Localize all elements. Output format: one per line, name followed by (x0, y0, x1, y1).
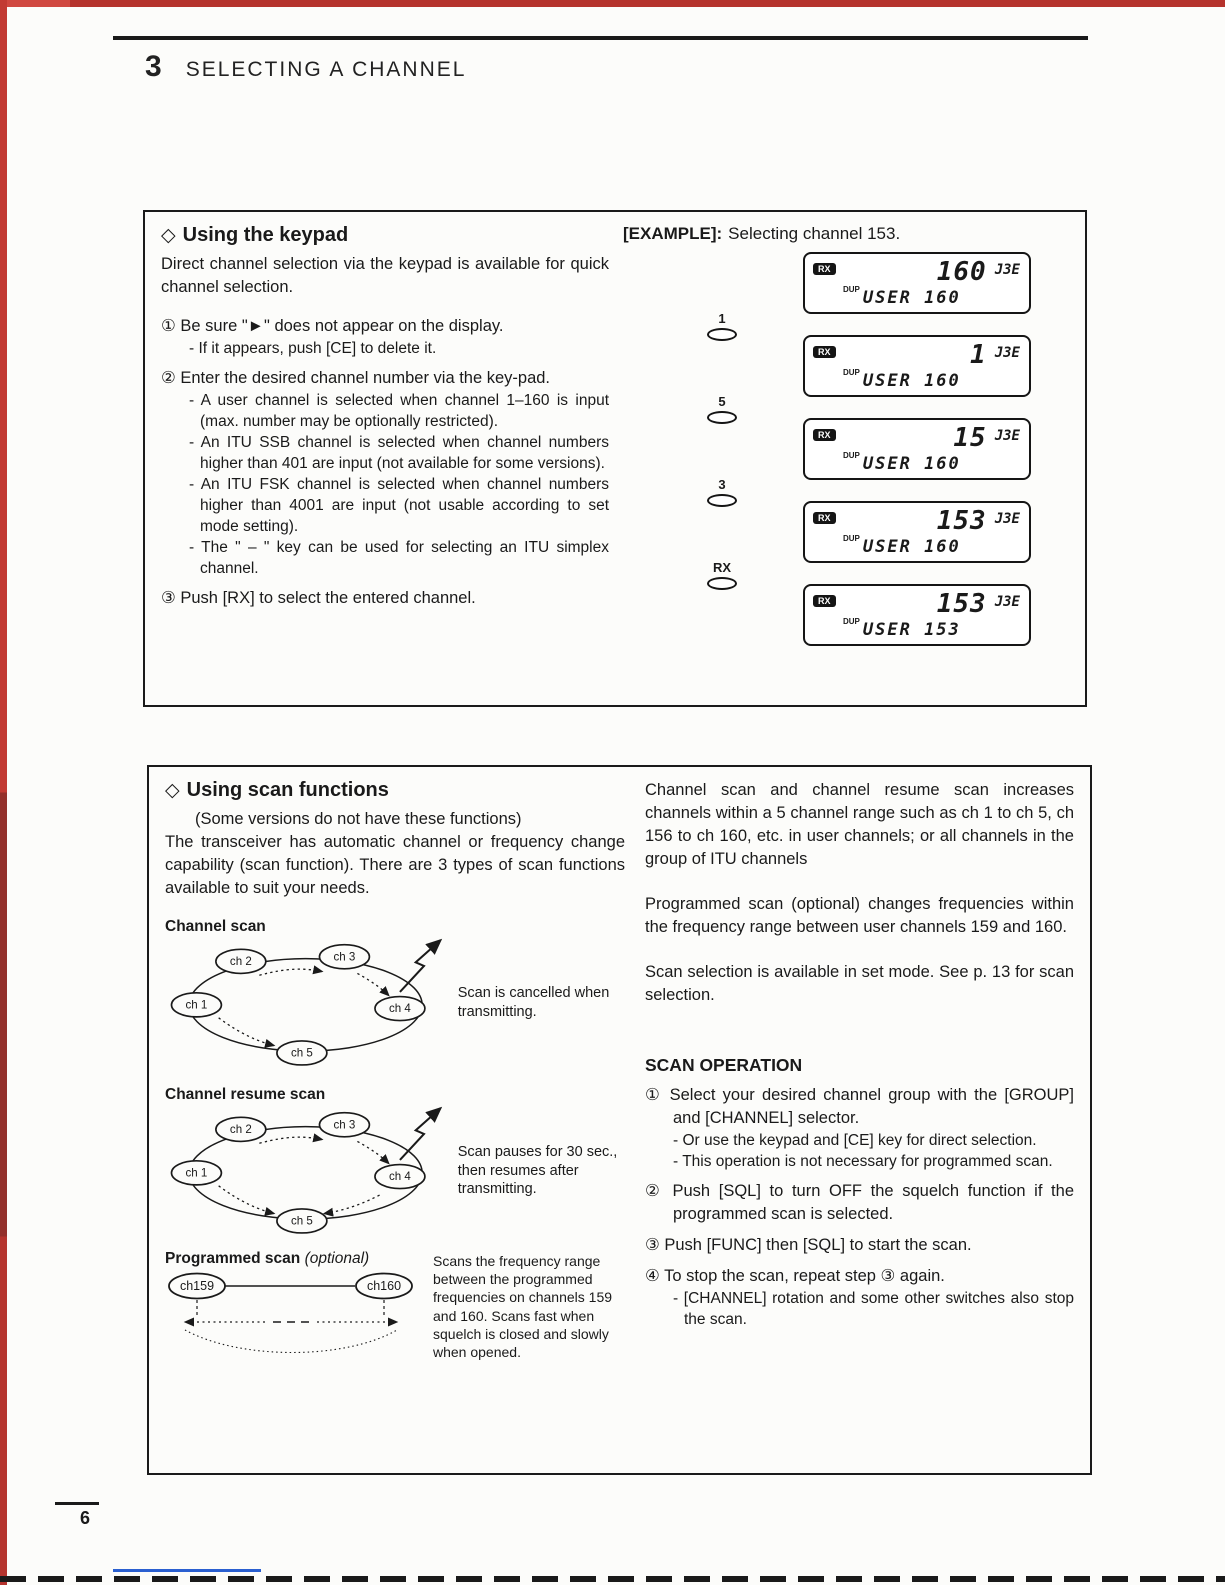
channel-oval-label: ch 5 (290, 1215, 313, 1228)
lightning-arrow-icon (400, 1108, 441, 1160)
scan-text-column (645, 779, 1074, 1461)
lcd-display-2 (803, 335, 1031, 397)
channel-scan-label: Channel scan (165, 918, 266, 935)
scan-step-4-sub-1: - [CHANNEL] rotation and some other switches also stop the scan. (673, 1290, 1074, 1328)
lightning-arrow-icon (400, 940, 441, 992)
channel-scan-row (165, 938, 625, 1068)
lcd-channel: 1 (970, 340, 987, 370)
programmed-scan-label (165, 1250, 423, 1268)
scan-intro: The transceiver has automatic channel or frequency change capability (scan function). There are 3 types of scan functions available to suit your needs. (165, 833, 625, 897)
dotted-arrow (357, 1141, 388, 1163)
channel-oval-label: ch 5 (290, 1047, 313, 1060)
dotted-arrow (219, 1186, 274, 1214)
scan-heading-text: Using scan functions (186, 779, 389, 801)
keypad-step-2: ② Enter the desired channel number via the key-pad. (161, 369, 551, 387)
example-text: Selecting channel 153. (728, 224, 901, 243)
button-label: 1 (718, 311, 726, 326)
using-scan-section (147, 765, 1092, 1475)
scan-heading (165, 779, 625, 802)
lcd-channel: 153 (936, 506, 987, 536)
lcd-mode: J3E (994, 345, 1020, 361)
scan-artifact-blue-line (113, 1569, 261, 1572)
keypad-text-column (161, 224, 609, 693)
scan-edge-bottom (0, 1576, 1225, 1582)
button-oval-icon (707, 328, 737, 341)
keypad-button-3 (699, 478, 745, 507)
scan-paragraph-1: Channel scan and channel resume scan increases channels within a 5 channel range such as ch 1 to ch 5, ch 156 to ch 160, etc. in user channels; or all channels in the group of ITU channels (645, 781, 1074, 868)
lcd-channel: 160 (936, 257, 987, 287)
keypad-heading (161, 224, 609, 247)
lcd-display-3 (803, 418, 1031, 480)
diamond-icon: ◇ (165, 780, 180, 801)
button-oval-icon (707, 577, 737, 590)
channel-resume-scan-row (165, 1106, 625, 1236)
scan-step-4: ④ To stop the scan, repeat step ③ again. (645, 1267, 945, 1285)
programmed-scan-left (165, 1250, 423, 1367)
example-line (623, 224, 1069, 244)
scan-operation-heading: SCAN OPERATION (645, 1055, 803, 1075)
channel-oval-label: ch 2 (229, 956, 252, 969)
lcd-subtext: USER 153 (862, 620, 961, 640)
lcd-display-4 (803, 501, 1031, 563)
keypad-intro: Direct channel selection via the keypad is available for quick channel selection. (161, 255, 609, 296)
channel-resume-scan-label: Channel resume scan (165, 1086, 326, 1103)
dup-indicator: DUP (843, 451, 860, 460)
keypad-step-1: ① Be sure "►" does not appear on the display. (161, 317, 504, 335)
button-oval-icon (707, 494, 737, 507)
channel-oval-label: ch 3 (333, 1119, 356, 1132)
programmed-scan-label-text: Programmed scan (165, 1250, 301, 1267)
chapter-title: SELECTING A CHANNEL (185, 58, 467, 81)
channel-scan-diagram (165, 938, 452, 1068)
keypad-button-rx (699, 561, 745, 590)
channel-oval-label: ch 4 (389, 1171, 411, 1184)
lcd-mode: J3E (994, 511, 1020, 527)
keypad-step-1-sub: - If it appears, push [CE] to delete it. (189, 340, 437, 357)
channel-oval-label: ch 2 (229, 1124, 252, 1137)
keypad-button-1 (699, 312, 745, 341)
lcd-display-1 (803, 252, 1031, 314)
example-label: [EXAMPLE]: (623, 224, 723, 243)
keypad-example-column (623, 224, 1069, 693)
dotted-arrow (259, 1137, 322, 1143)
button-oval-icon (707, 411, 737, 424)
keypad-button-5 (699, 395, 745, 424)
channel-oval-label: ch 1 (185, 999, 208, 1012)
rx-indicator: RX (813, 346, 836, 358)
button-label: RX (712, 560, 732, 575)
programmed-scan-label-suffix: (optional) (304, 1250, 370, 1267)
lcd-subtext: USER 160 (862, 454, 961, 474)
page-number-rule (55, 1502, 99, 1505)
scan-step-2: ② Push [SQL] to turn OFF the squelch function if the programmed scan is selected. (645, 1182, 1074, 1223)
channel-oval-label: ch159 (179, 1279, 215, 1293)
dup-indicator: DUP (843, 534, 860, 543)
lcd-mode: J3E (994, 428, 1020, 444)
using-keypad-section (143, 210, 1087, 707)
diamond-icon: ◇ (161, 225, 176, 246)
scan-step-1-sub-1: - Or use the keypad and [CE] key for direct selection. (673, 1132, 1037, 1149)
scan-edge-top (0, 0, 1225, 7)
dotted-arrow (259, 969, 322, 975)
keypad-step-2-sub-2: - An ITU SSB channel is selected when channel numbers higher than 401 are input (not available for some versions). (189, 434, 609, 472)
header-rule (113, 36, 1088, 40)
lcd-channel: 153 (936, 589, 987, 619)
programmed-scan-diagram (165, 1270, 417, 1362)
button-label: 3 (718, 477, 726, 492)
scan-step-1-sub-2: - This operation is not necessary for programmed scan. (673, 1153, 1053, 1170)
scan-step-1: ① Select your desired channel group with the [GROUP] and [CHANNEL] selector. (645, 1086, 1074, 1127)
dotted-arrow (219, 1018, 274, 1046)
programmed-scan-caption: Scans the frequency range between the programmed frequencies on channels 159 and 160. Scans fast when squelch is closed and slowly when opened. (433, 1253, 613, 1360)
rx-indicator: RX (813, 595, 836, 607)
lcd-stack (803, 252, 1031, 667)
scan-edge-left (0, 0, 7, 1585)
scan-diagram-column (165, 779, 625, 1461)
scan-sweep-curve (185, 1330, 397, 1353)
dup-indicator: DUP (843, 285, 860, 294)
dup-indicator: DUP (843, 617, 860, 626)
channel-resume-scan-diagram (165, 1106, 452, 1236)
keypad-step-2-sub-1: - A user channel is selected when channel 1–160 is input (max. number may be optionally restricted). (189, 392, 609, 430)
rx-indicator: RX (813, 263, 836, 275)
chapter-number: 3 (145, 50, 162, 83)
keypad-heading-text: Using the keypad (182, 224, 349, 246)
scan-paragraph-2: Programmed scan (optional) changes frequencies within the frequency range between user channels 159 and 160. (645, 895, 1074, 936)
scan-step-3: ③ Push [FUNC] then [SQL] to start the scan. (645, 1236, 972, 1254)
keypad-step-2-sub-3: - An ITU FSK channel is selected when channel numbers higher than 4001 are input (not usable according to set mode setting). (189, 476, 609, 535)
lcd-display-5 (803, 584, 1031, 646)
page-number: 6 (80, 1508, 91, 1528)
chapter-header (145, 50, 466, 84)
lcd-mode: J3E (994, 594, 1020, 610)
scan-subheading: (Some versions do not have these functions) (195, 810, 522, 828)
channel-oval-label: ch160 (366, 1279, 402, 1293)
keypad-step-2-sub-4: - The " – " key can be used for selecting an ITU simplex channel. (189, 539, 609, 577)
rx-indicator: RX (813, 512, 836, 524)
dotted-arrow (357, 973, 388, 995)
lcd-channel: 15 (953, 423, 987, 453)
rx-indicator: RX (813, 429, 836, 441)
channel-oval-label: ch 3 (333, 951, 356, 964)
scan-paragraph-3: Scan selection is available in set mode. See p. 13 for scan selection. (645, 963, 1074, 1004)
lcd-subtext: USER 160 (862, 537, 961, 557)
programmed-scan-row (165, 1250, 625, 1367)
lcd-subtext: USER 160 (862, 371, 961, 391)
lcd-mode: J3E (994, 262, 1020, 278)
button-label: 5 (718, 394, 726, 409)
channel-oval-label: ch 4 (389, 1003, 411, 1016)
dup-indicator: DUP (843, 368, 860, 377)
channel-resume-scan-caption: Scan pauses for 30 sec., then resumes after transmitting. (457, 1144, 618, 1198)
lcd-subtext: USER 160 (862, 288, 961, 308)
channel-oval-label: ch 1 (185, 1167, 208, 1180)
channel-scan-caption: Scan is cancelled when transmitting. (457, 985, 610, 1020)
keypad-step-3: ③ Push [RX] to select the entered channel. (161, 589, 476, 607)
